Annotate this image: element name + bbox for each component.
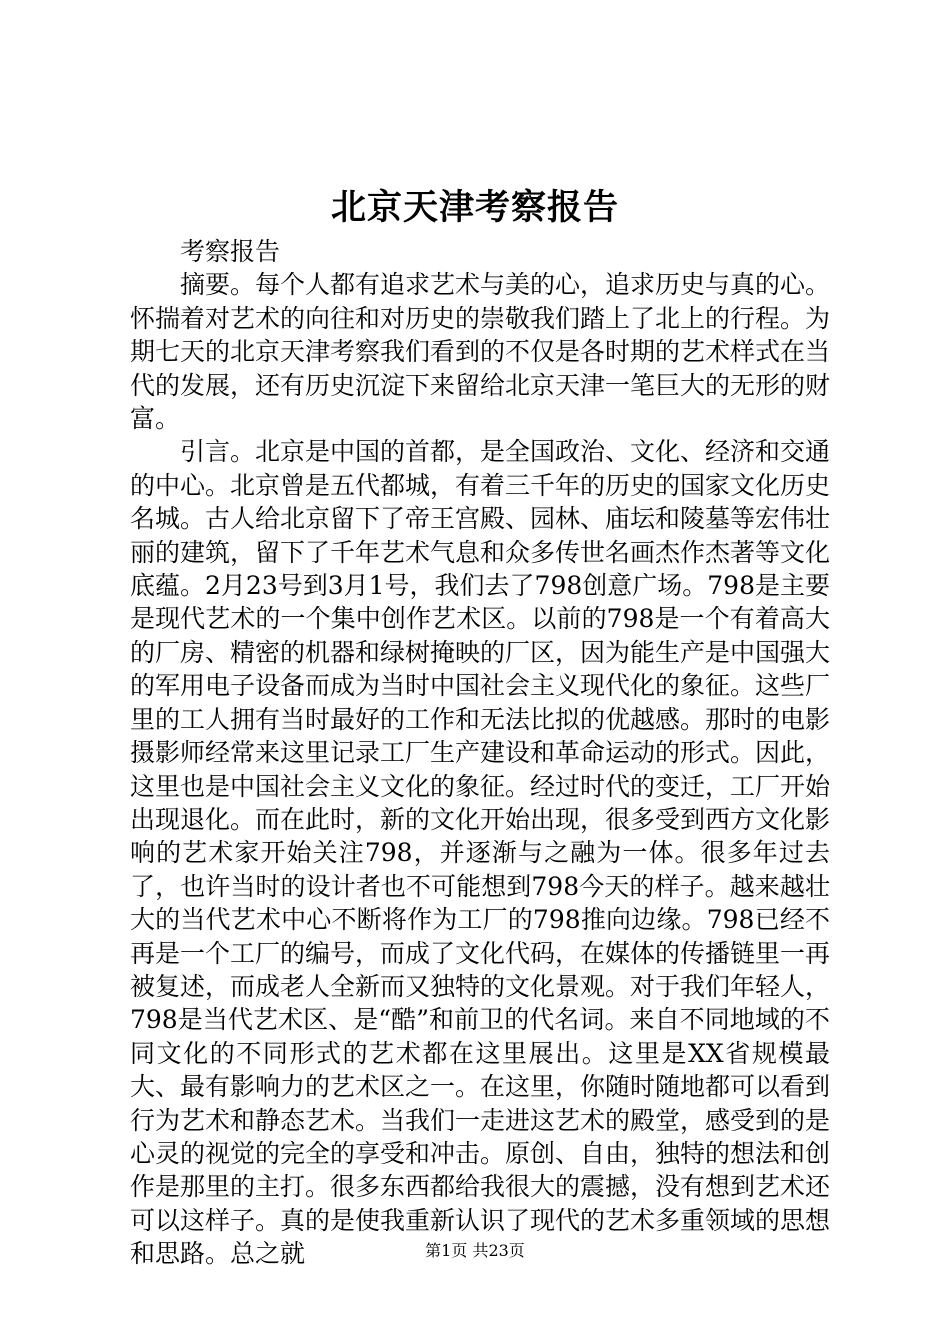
document-title: 北京天津考察报告 [330, 187, 619, 228]
paragraph-subtitle: 考察报告 [180, 237, 281, 266]
paragraph-abstract: 摘要。每个人都有追求艺术与美的心，追求历史与真的心。怀揣着对艺术的向往和对历史的崇敬我们踏上了北上的行程。为期七天的北京天津考察我们看到的不仅是各时期的艺术样式在当代的发展，还有历史沉淀下来留给北京天津一笔巨大的无形的财富。 [130, 270, 831, 434]
page-number-footer: 第1页 共23页 [425, 1241, 525, 1260]
document-body [130, 235, 830, 1271]
paragraph-introduction: 引言。北京是中国的首都，是全国政治、文化、经济和交通的中心。北京曾是五代都城，有着三千年的历史的国家文化历史名城。古人给北京留下了帝王宫殿、园林、庙坛和陵墓等宏伟壮丽的建筑，留下了千年艺术气息和众多传世名画杰作杰著等文化底蕴。2月23号到3月1号，我们去了798创意广场。798是主要是现代艺术的一个集中创作艺术区。以前的798是一个有着高大的厂房、精密的机器和绿树掩映的厂区，因为能生产是中国强大的军用电子设备而成为当时中国社会主义现代化的象征。这些厂里的工人拥有当时最好的工作和无法比拟的优越感。那时的电影摄影师经常来这里记录工厂生产建设和革命运动的形式。因此，这里也是中国社会主义文化的象征。经过时代的变迁，工厂开始出现退化。而在此时，新的文化开始出现，很多受到西方文化影响的艺术家开始关注798，并逐渐与之融为一体。很多年过去了，也许当时的设计者也不可能想到798今天的样子。越来越壮大的当代艺术中心不断将作为工厂的798推向边缘。798已经不再是一个工厂的编号，而成了文化代码，在媒体的传播链里一再被复述，而成老人全新而又独特的文化景观。对于我们年轻人，798是当代艺术区、是“酷”和前卫的代名词。来自不同地域的不同文化的不同形式的艺术都在这里展出。这里是XX省规模最大、最有影响力的艺术区之一。在这里，你随时随地都可以看到行为艺术和静态艺术。当我们一走进这艺术的殿堂，感受到的是心灵的视觉的完全的享受和冲击。原创、自由，独特的想法和创作是那里的主打。很多东西都给我很大的震撼，没有想到艺术还可以这样子。真的是使我重新认识了现代的艺术多重领域的思想和思路。总之就 [130, 437, 831, 1269]
